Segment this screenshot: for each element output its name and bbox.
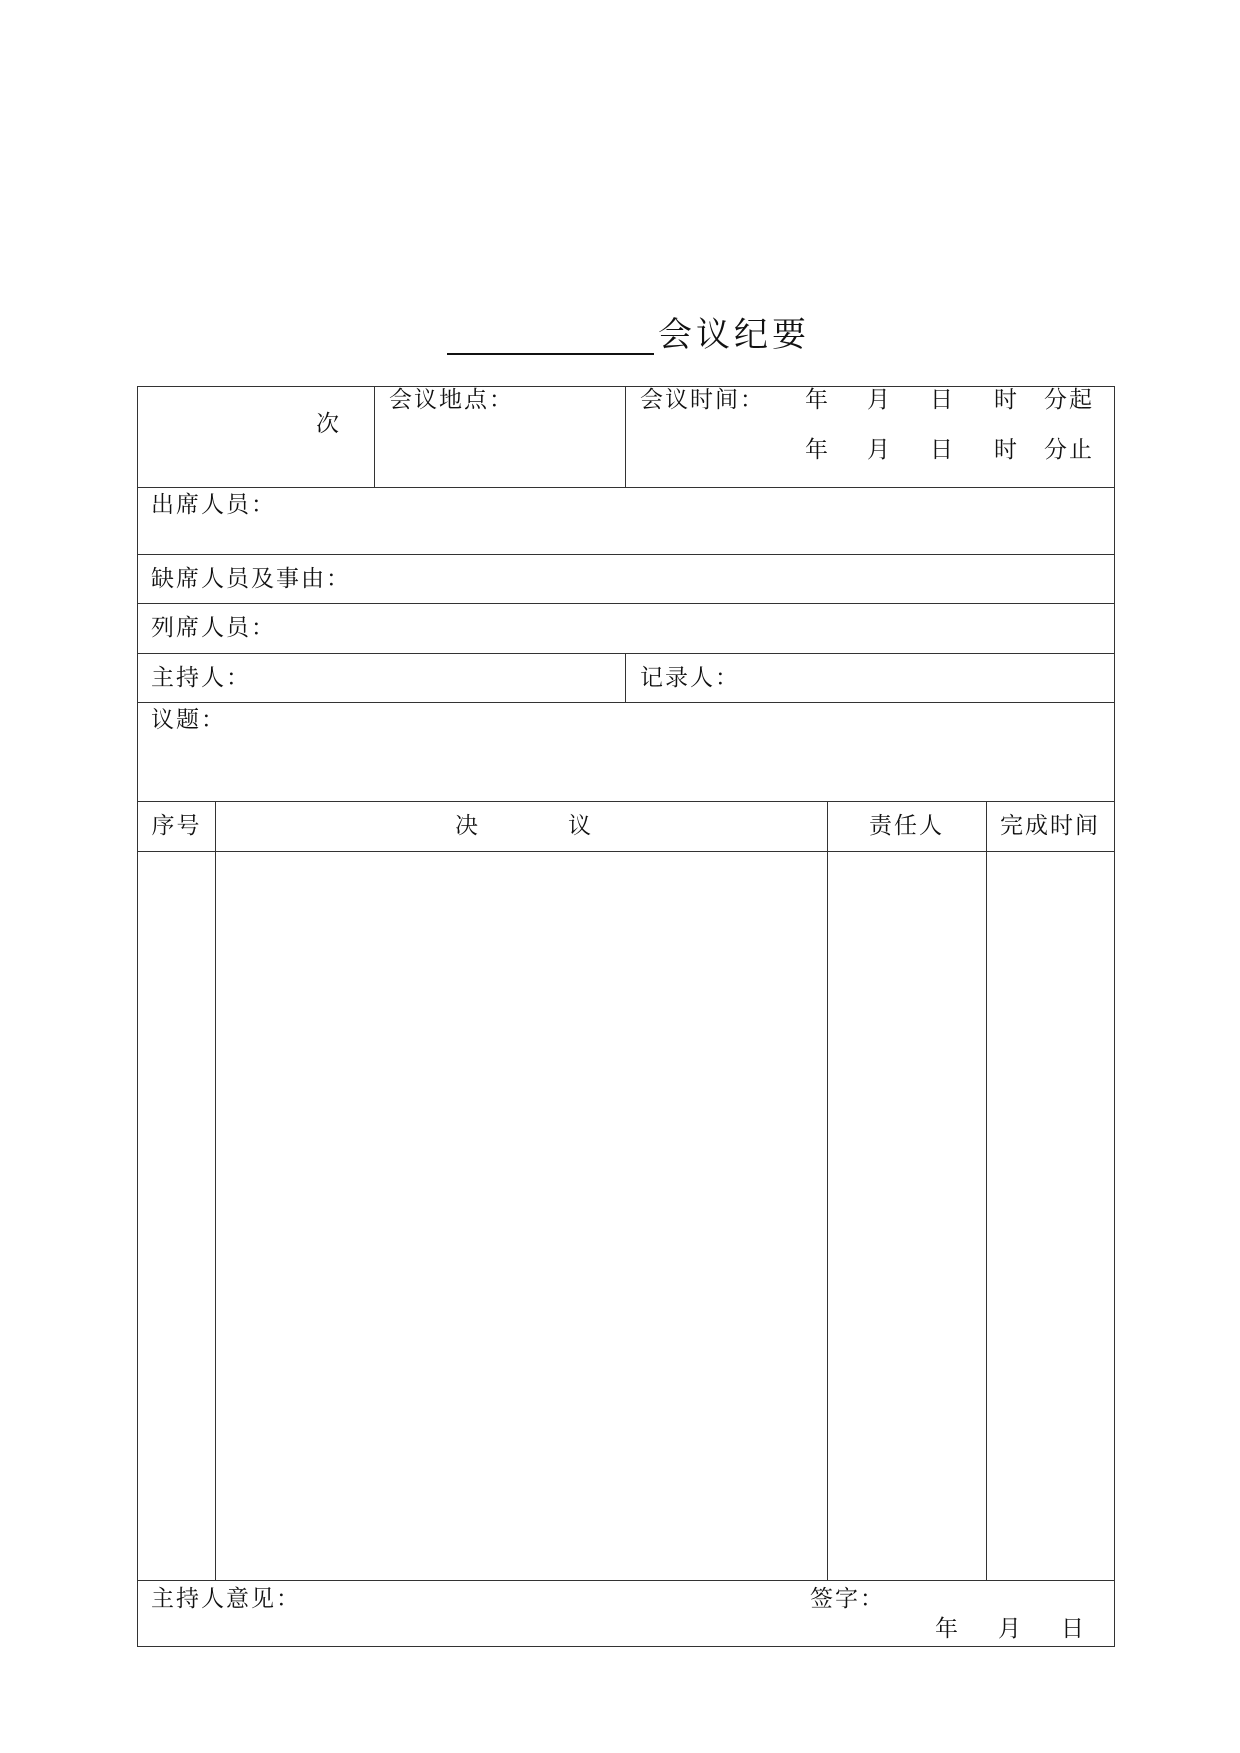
resolution-due-cell[interactable]	[987, 852, 1114, 1580]
footer-day: 日	[1061, 1616, 1086, 1642]
host-opinion-label: 主持人意见：	[151, 1586, 301, 1612]
resolution-owner-cell[interactable]	[828, 852, 986, 1580]
row-divider	[138, 554, 1114, 555]
footer-year: 年	[935, 1616, 960, 1642]
row-divider	[138, 487, 1114, 488]
row-divider	[138, 1580, 1114, 1581]
end-month: 月	[867, 437, 892, 463]
end-hour: 时	[994, 437, 1019, 463]
col-header-resolution-1: 决	[455, 813, 480, 839]
session-suffix: 次	[316, 411, 341, 437]
title-blank-line[interactable]	[447, 353, 654, 355]
row-divider	[138, 653, 1114, 654]
row-divider	[138, 702, 1114, 703]
col-header-number: 序号	[151, 813, 202, 839]
col-divider	[625, 387, 626, 487]
time-label: 会议时间：	[640, 387, 765, 413]
end-year: 年	[805, 437, 830, 463]
host-label: 主持人：	[151, 665, 251, 691]
observers-label: 列席人员：	[151, 615, 276, 641]
col-header-resolution-2: 议	[568, 813, 593, 839]
absentees-label: 缺席人员及事由：	[151, 566, 351, 592]
start-year: 年	[805, 387, 830, 413]
end-day: 日	[930, 437, 955, 463]
col-divider	[374, 387, 375, 487]
row-divider	[138, 801, 1114, 802]
location-label: 会议地点：	[389, 387, 514, 413]
title-row	[0, 310, 1240, 360]
col-header-due-time: 完成时间	[1000, 813, 1100, 839]
signature-label: 签字：	[810, 1586, 885, 1612]
session-field[interactable]	[138, 409, 341, 449]
footer-month: 月	[998, 1616, 1023, 1642]
start-day: 日	[930, 387, 955, 413]
minutes-form	[137, 386, 1115, 1647]
resolution-text-cell[interactable]	[216, 852, 827, 1580]
col-header-owner: 责任人	[869, 813, 944, 839]
col-divider	[625, 653, 626, 702]
row-divider	[138, 603, 1114, 604]
start-hour: 时	[994, 387, 1019, 413]
start-minute: 分起	[1044, 387, 1094, 413]
recorder-label: 记录人：	[640, 665, 740, 691]
resolution-number-cell[interactable]	[138, 852, 215, 1580]
page-title: 会议纪要	[658, 315, 810, 355]
end-minute: 分止	[1044, 437, 1094, 463]
start-month: 月	[867, 387, 892, 413]
attendees-label: 出席人员：	[151, 492, 276, 518]
topic-label: 议题：	[151, 707, 226, 733]
